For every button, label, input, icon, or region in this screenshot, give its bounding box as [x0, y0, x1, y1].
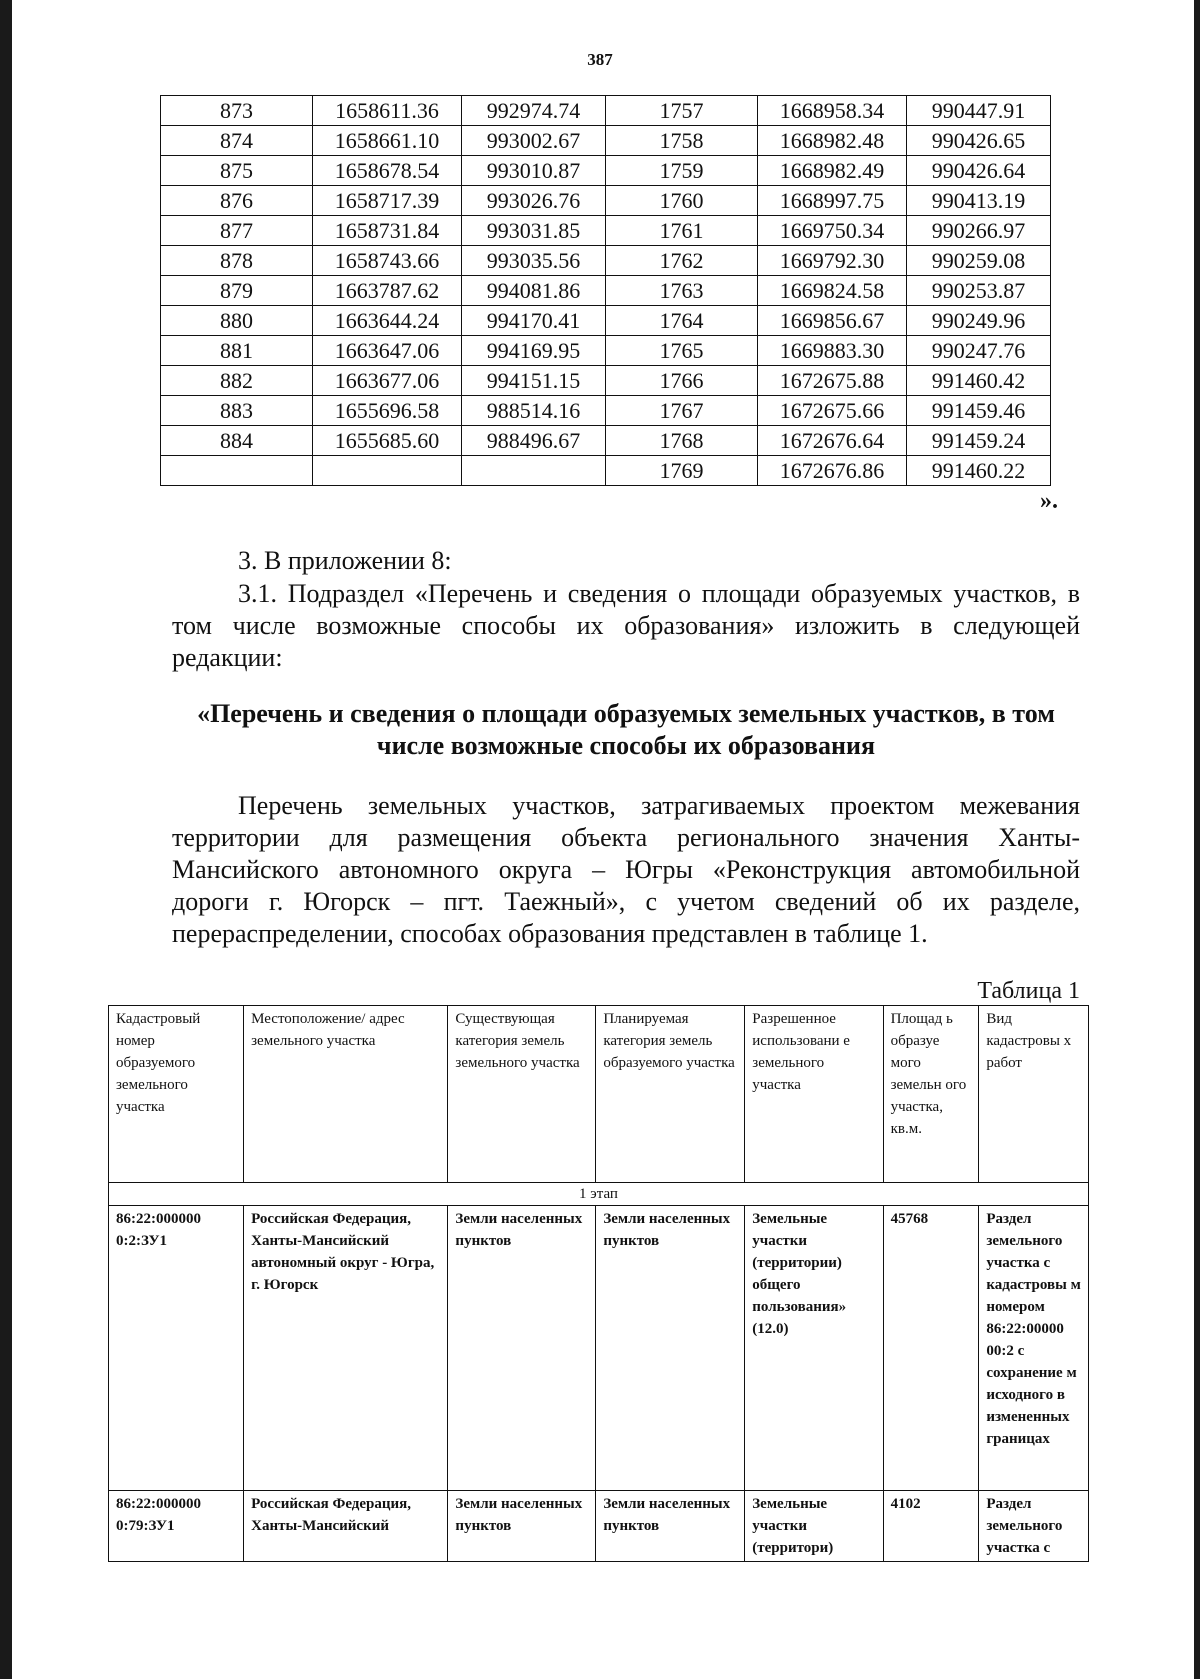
table-header-row: [109, 1006, 1089, 1183]
coordinates-table: [160, 95, 1051, 486]
cell-coord-y: 994081.86: [462, 276, 606, 306]
table-row: [109, 1491, 1089, 1562]
cell-coord-x: 1663677.06: [313, 366, 462, 396]
cell-area: 45768: [883, 1206, 979, 1491]
cell-coord-x: 1669792.30: [758, 246, 907, 276]
header-existing-category: Существующая категория земель земельного участка: [448, 1006, 596, 1183]
cell-coord-x: 1663787.62: [313, 276, 462, 306]
cell-coord-y: 990253.87: [907, 276, 1051, 306]
cell-point-number: 1761: [606, 216, 758, 246]
cell-coord-y: 994170.41: [462, 306, 606, 336]
cell-coord-x: 1663647.06: [313, 336, 462, 366]
cell-coord-y: 990447.91: [907, 96, 1051, 126]
cell-point-number: 878: [161, 246, 313, 276]
header-planned-category: Планируемая категория земель образуемого участка: [596, 1006, 745, 1183]
table-row: [109, 1206, 1089, 1491]
cell-coord-x: 1669883.30: [758, 336, 907, 366]
paragraph-3: 3. В приложении 8:: [238, 546, 452, 575]
cell-coord-x: 1672675.66: [758, 396, 907, 426]
table-row: [161, 186, 1051, 216]
table-row: [161, 396, 1051, 426]
cell-cadastral-number: 86:22:000000 0:79:ЗУ1: [109, 1491, 244, 1562]
cell-point-number: 1768: [606, 426, 758, 456]
intro-paragraph: Перечень земельных участков, затрагиваемых проектом межевания территории для размещения объекта регионального значения Ханты-Мансийского автономного округа – Югры «Реконструкция автомобильной дороги г. Югорск – пгт. Таежный», с учетом сведений об их разделе, перераспределении, способах образования представлен в таблице 1.: [172, 791, 1080, 948]
cell-point-number: 884: [161, 426, 313, 456]
cell-cadastral-number: 86:22:000000 0:2:ЗУ1: [109, 1206, 244, 1491]
cell-coord-x: 1663644.24: [313, 306, 462, 336]
cell-area: 4102: [883, 1491, 979, 1562]
table-row: [161, 276, 1051, 306]
cell-coord-x: 1668997.75: [758, 186, 907, 216]
header-work-type: Вид кадастровы х работ: [979, 1006, 1089, 1183]
scan-border-right: [1194, 0, 1200, 1679]
cell-point-number: 1758: [606, 126, 758, 156]
land-plots-table: [108, 1005, 1089, 1562]
cell-coord-y: 990426.64: [907, 156, 1051, 186]
table-row: [161, 306, 1051, 336]
cell-point-number: 1767: [606, 396, 758, 426]
cell-coord-y: 990249.96: [907, 306, 1051, 336]
cell-location: Российская Федерация, Ханты-Мансийский автономный округ - Югра, г. Югорск: [244, 1206, 448, 1491]
cell-coord-x: 1668982.48: [758, 126, 907, 156]
cell-existing-category: Земли населенных пунктов: [448, 1491, 596, 1562]
header-permitted-use: Разрешенное использовани е земельного участка: [745, 1006, 883, 1183]
cell-point-number: 882: [161, 366, 313, 396]
cell-coord-x: 1655685.60: [313, 426, 462, 456]
cell-point-number: 874: [161, 126, 313, 156]
paragraph-3-1: 3.1. Подраздел «Перечень и сведения о площади образуемых участков, в том числе возможные способы их образования» изложить в следующей редакции:: [172, 579, 1080, 672]
table-row: [161, 366, 1051, 396]
cell-work-type: Раздел земельного участка с кадастровы м номером 86:22:00000 00:2 с сохранение м исходного в измененных границах: [979, 1206, 1089, 1491]
cell-point-number: 881: [161, 336, 313, 366]
cell-coord-x: [313, 456, 462, 486]
cell-coord-x: 1658611.36: [313, 96, 462, 126]
cell-coord-x: 1655696.58: [313, 396, 462, 426]
cell-point-number: 883: [161, 396, 313, 426]
cell-coord-y: 990413.19: [907, 186, 1051, 216]
cell-coord-y: 991460.22: [907, 456, 1051, 486]
cell-coord-x: 1672676.64: [758, 426, 907, 456]
cell-coord-x: 1669824.58: [758, 276, 907, 306]
cell-point-number: 880: [161, 306, 313, 336]
cell-coord-x: 1658678.54: [313, 156, 462, 186]
table-row: [161, 96, 1051, 126]
cell-coord-x: 1672676.86: [758, 456, 907, 486]
cell-coord-y: 991460.42: [907, 366, 1051, 396]
cell-coord-x: 1658743.66: [313, 246, 462, 276]
cell-coord-y: 994169.95: [462, 336, 606, 366]
table-row: [161, 426, 1051, 456]
table-row: [161, 126, 1051, 156]
stage-label: 1 этап: [109, 1183, 1089, 1206]
cell-point-number: 1757: [606, 96, 758, 126]
section-heading: «Перечень и сведения о площади образуемых земельных участков, в том числе возможные способы их образования: [197, 699, 1055, 760]
cell-permitted-use: Земельные участки (территории) общего пользования» (12.0): [745, 1206, 883, 1491]
cell-coord-y: 990426.65: [907, 126, 1051, 156]
cell-permitted-use: Земельные участки (территори): [745, 1491, 883, 1562]
cell-coord-x: 1672675.88: [758, 366, 907, 396]
cell-point-number: 1763: [606, 276, 758, 306]
cell-coord-y: 993002.67: [462, 126, 606, 156]
cell-coord-y: 990259.08: [907, 246, 1051, 276]
page-number: 387: [587, 50, 613, 69]
cell-coord-x: 1658661.10: [313, 126, 462, 156]
cell-coord-y: 990266.97: [907, 216, 1051, 246]
cell-point-number: 1764: [606, 306, 758, 336]
cell-coord-x: 1658717.39: [313, 186, 462, 216]
header-area: Площад ь образуе мого земельн ого участка, кв.м.: [883, 1006, 979, 1183]
table-caption: Таблица 1: [977, 978, 1080, 1004]
cell-coord-y: 991459.24: [907, 426, 1051, 456]
table-row: [161, 336, 1051, 366]
cell-planned-category: Земли населенных пунктов: [596, 1491, 745, 1562]
cell-point-number: 1760: [606, 186, 758, 216]
cell-coord-x: 1668982.49: [758, 156, 907, 186]
cell-point-number: 1762: [606, 246, 758, 276]
cell-coord-y: 993035.56: [462, 246, 606, 276]
cell-point-number: [161, 456, 313, 486]
cell-point-number: 1759: [606, 156, 758, 186]
cell-coord-x: 1669856.67: [758, 306, 907, 336]
cell-work-type: Раздел земельного участка с: [979, 1491, 1089, 1562]
scan-border-left: [0, 0, 12, 1679]
cell-coord-y: [462, 456, 606, 486]
cell-coord-y: 993010.87: [462, 156, 606, 186]
table-row: [161, 216, 1051, 246]
header-cadastral-number: Кадастровый номер образуемого земельного участка: [109, 1006, 244, 1183]
cell-coord-y: 990247.76: [907, 336, 1051, 366]
cell-coord-y: 994151.15: [462, 366, 606, 396]
cell-coord-y: 991459.46: [907, 396, 1051, 426]
cell-coord-y: 988514.16: [462, 396, 606, 426]
cell-coord-x: 1668958.34: [758, 96, 907, 126]
header-location: Местоположение/ адрес земельного участка: [244, 1006, 448, 1183]
cell-coord-y: 988496.67: [462, 426, 606, 456]
closing-quote: ».: [1040, 488, 1058, 514]
cell-coord-y: 992974.74: [462, 96, 606, 126]
cell-coord-y: 993031.85: [462, 216, 606, 246]
cell-coord-y: 993026.76: [462, 186, 606, 216]
cell-point-number: 876: [161, 186, 313, 216]
cell-location: Российская Федерация, Ханты-Мансийский: [244, 1491, 448, 1562]
cell-coord-x: 1658731.84: [313, 216, 462, 246]
cell-point-number: 877: [161, 216, 313, 246]
table-row: [161, 246, 1051, 276]
cell-point-number: 875: [161, 156, 313, 186]
cell-coord-x: 1669750.34: [758, 216, 907, 246]
table-row: [161, 456, 1051, 486]
cell-point-number: 1769: [606, 456, 758, 486]
cell-point-number: 1765: [606, 336, 758, 366]
stage-row: [109, 1183, 1089, 1206]
cell-planned-category: Земли населенных пунктов: [596, 1206, 745, 1491]
cell-point-number: 873: [161, 96, 313, 126]
table-row: [161, 156, 1051, 186]
cell-point-number: 1766: [606, 366, 758, 396]
cell-existing-category: Земли населенных пунктов: [448, 1206, 596, 1491]
cell-point-number: 879: [161, 276, 313, 306]
